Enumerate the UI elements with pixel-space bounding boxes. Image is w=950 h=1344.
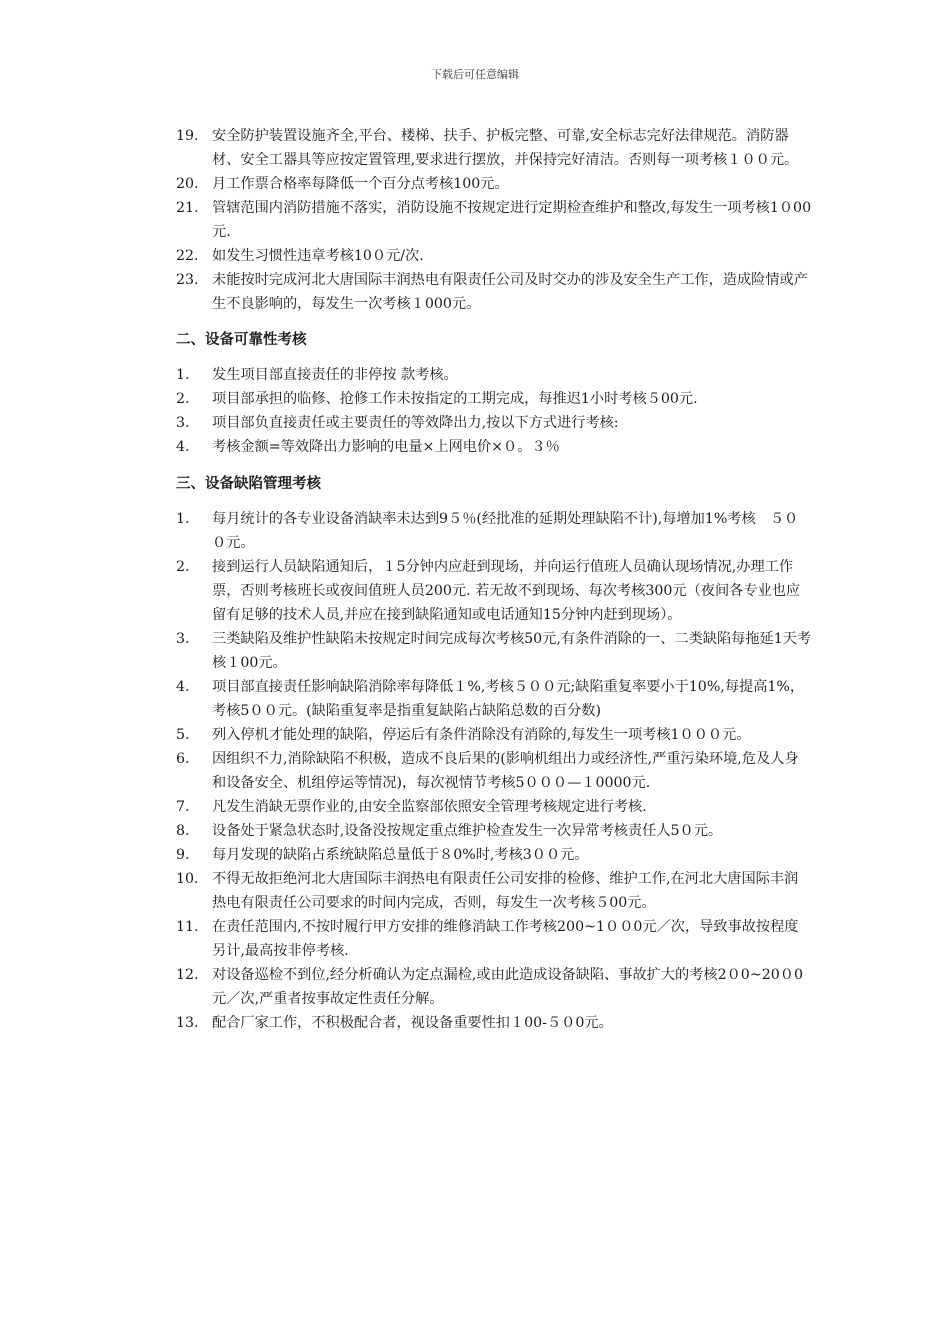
list-item [176,915,812,963]
item-text: 因组织不力,消除缺陷不积极，造成不良后果的(影响机组出力或经济性,严重污染环境,危及人身和设备安全、机组停运等情况)，每次视情节考核5０００—１0000元. [212,751,799,791]
item-text: 每月发现的缺陷占系统缺陷总量低于８0%时,考核3００元。 [212,847,589,863]
list-item [176,196,812,244]
item-number: 2. [176,391,190,407]
item-number: 6. [176,751,190,767]
page-header: 下载后可任意编辑 [431,68,519,81]
item-text: 在责任范围内,不按时履行甲方安排的维修消缺工作考核200~1００0元／次，导致事故按程度另计,最高按非停考核. [212,919,799,959]
item-number: 4. [176,679,190,695]
list-item [176,435,812,459]
item-text: 安全防护装置设施齐全,平台、楼梯、扶手、护板完整、可靠,安全标志完好法律规范。消防器材、安全工器具等应按定置管理,要求进行摆放，并保持完好清洁。否则每一项考核１００元。 [212,128,799,168]
item-text: 发生项目部直接责任的非停按 款考核。 [212,367,458,383]
list-item [176,675,812,723]
list-item [176,507,812,555]
item-text: 如发生习惯性违章考核10０元/次. [212,248,424,264]
list-item [176,819,812,843]
item-text: 未能按时完成河北大唐国际丰润热电有限责任公司及时交办的涉及安全生产工作，造成险情或产生不良影响的，每发生一次考核１000元。 [212,272,808,312]
section-heading-defects: 三、设备缺陷管理考核 [176,475,321,492]
list-item [176,555,812,627]
list-item [176,867,812,915]
list-item [176,1011,812,1035]
item-text: 对设备巡检不到位,经分析确认为定点漏检,或由此造成设备缺陷、事故扩大的考核2０0~20０0元／次,严重者按事故定性责任分解。 [212,967,803,1007]
item-text: 项目部直接责任影响缺陷消除率每降低１%,考核５００元;缺陷重复率要小于10%,每提高1%，考核5００元。(缺陷重复率是指重复缺陷占缺陷总数的百分数) [212,679,805,719]
item-number: 10. [176,871,199,887]
item-number: 21. [176,200,199,216]
item-number: 1. [176,367,190,383]
list-item [176,627,812,675]
item-text: 凡发生消缺无票作业的,由安全监察部依照安全管理考核规定进行考核. [212,799,647,815]
item-number: 19. [176,128,199,144]
item-text: 考核金额=等效降出力影响的电量×上网电价×０。３％ [212,439,560,455]
reliability-list [176,363,812,459]
item-number: 12. [176,967,199,983]
item-text: 不得无故拒绝河北大唐国际丰润热电有限责任公司安排的检修、维护工作,在河北大唐国际丰润热电有限责任公司要求的时间内完成，否则，每发生一次考核５00元。 [212,871,799,911]
item-text: 项目部承担的临修、抢修工作未按指定的工期完成，每推迟1小时考核５00元. [212,391,698,407]
item-text: 列入停机才能处理的缺陷，停运后有条件消除没有消除的,每发生一项考核1０００元。 [212,727,751,743]
document-body [176,124,812,1035]
item-text: 接到运行人员缺陷通知后，１5分钟内应赶到现场，并向运行值班人员确认现场情况,办理工作票，否则考核班长或夜间值班人员200元. 若无故不到现场、每次考核300元（夜间各专业也应留有足够的技术人员,并应在接到缺陷通知或电话通知15分钟内赶到现场）。 [212,559,801,623]
item-number: 20. [176,176,199,192]
item-text: 设备处于紧急状态时,设备没按规定重点维护检查发生一次异常考核责任人5０元。 [212,823,723,839]
item-number: 1. [176,511,190,527]
item-number: 8. [176,823,190,839]
item-number: 22. [176,248,199,264]
item-number: 2. [176,559,190,575]
item-number: 23. [176,272,199,288]
defect-list [176,507,812,1035]
safety-list [176,124,812,316]
list-item [176,795,812,819]
list-item [176,723,812,747]
item-text: 月工作票合格率每降低一个百分点考核100元。 [212,176,509,192]
list-item [176,963,812,1011]
item-number: 11. [176,919,199,935]
item-number: 7. [176,799,190,815]
item-text: 三类缺陷及维护性缺陷未按规定时间完成每次考核50元,有条件消除的一、二类缺陷每拖延1天考核１00元。 [212,631,812,671]
list-item [176,411,812,435]
item-text: 配合厂家工作，不积极配合者，视设备重要性扣１00-５０0元。 [212,1015,613,1031]
item-number: 3. [176,631,190,647]
list-item [176,268,812,316]
item-text: 项目部负直接责任或主要责任的等效降出力,按以下方式进行考核: [212,415,619,431]
list-item [176,843,812,867]
item-number: 5. [176,727,190,743]
item-text: 每月统计的各专业设备消缺率未达到9５％(经批准的延期处理缺陷不计),每增加1%考核 ５００元。 [212,511,799,551]
item-number: 3. [176,415,190,431]
item-number: 9. [176,847,190,863]
item-number: 4. [176,439,190,455]
list-item [176,387,812,411]
item-number: 13. [176,1015,199,1031]
list-item [176,124,812,172]
section-heading-reliability: 二、设备可靠性考核 [176,331,307,348]
list-item [176,244,812,268]
item-text: 管辖范围内消防措施不落实，消防设施不按规定进行定期检查维护和整改,每发生一项考核1０00元. [212,200,812,240]
list-item [176,747,812,795]
list-item [176,172,812,196]
list-item [176,363,812,387]
